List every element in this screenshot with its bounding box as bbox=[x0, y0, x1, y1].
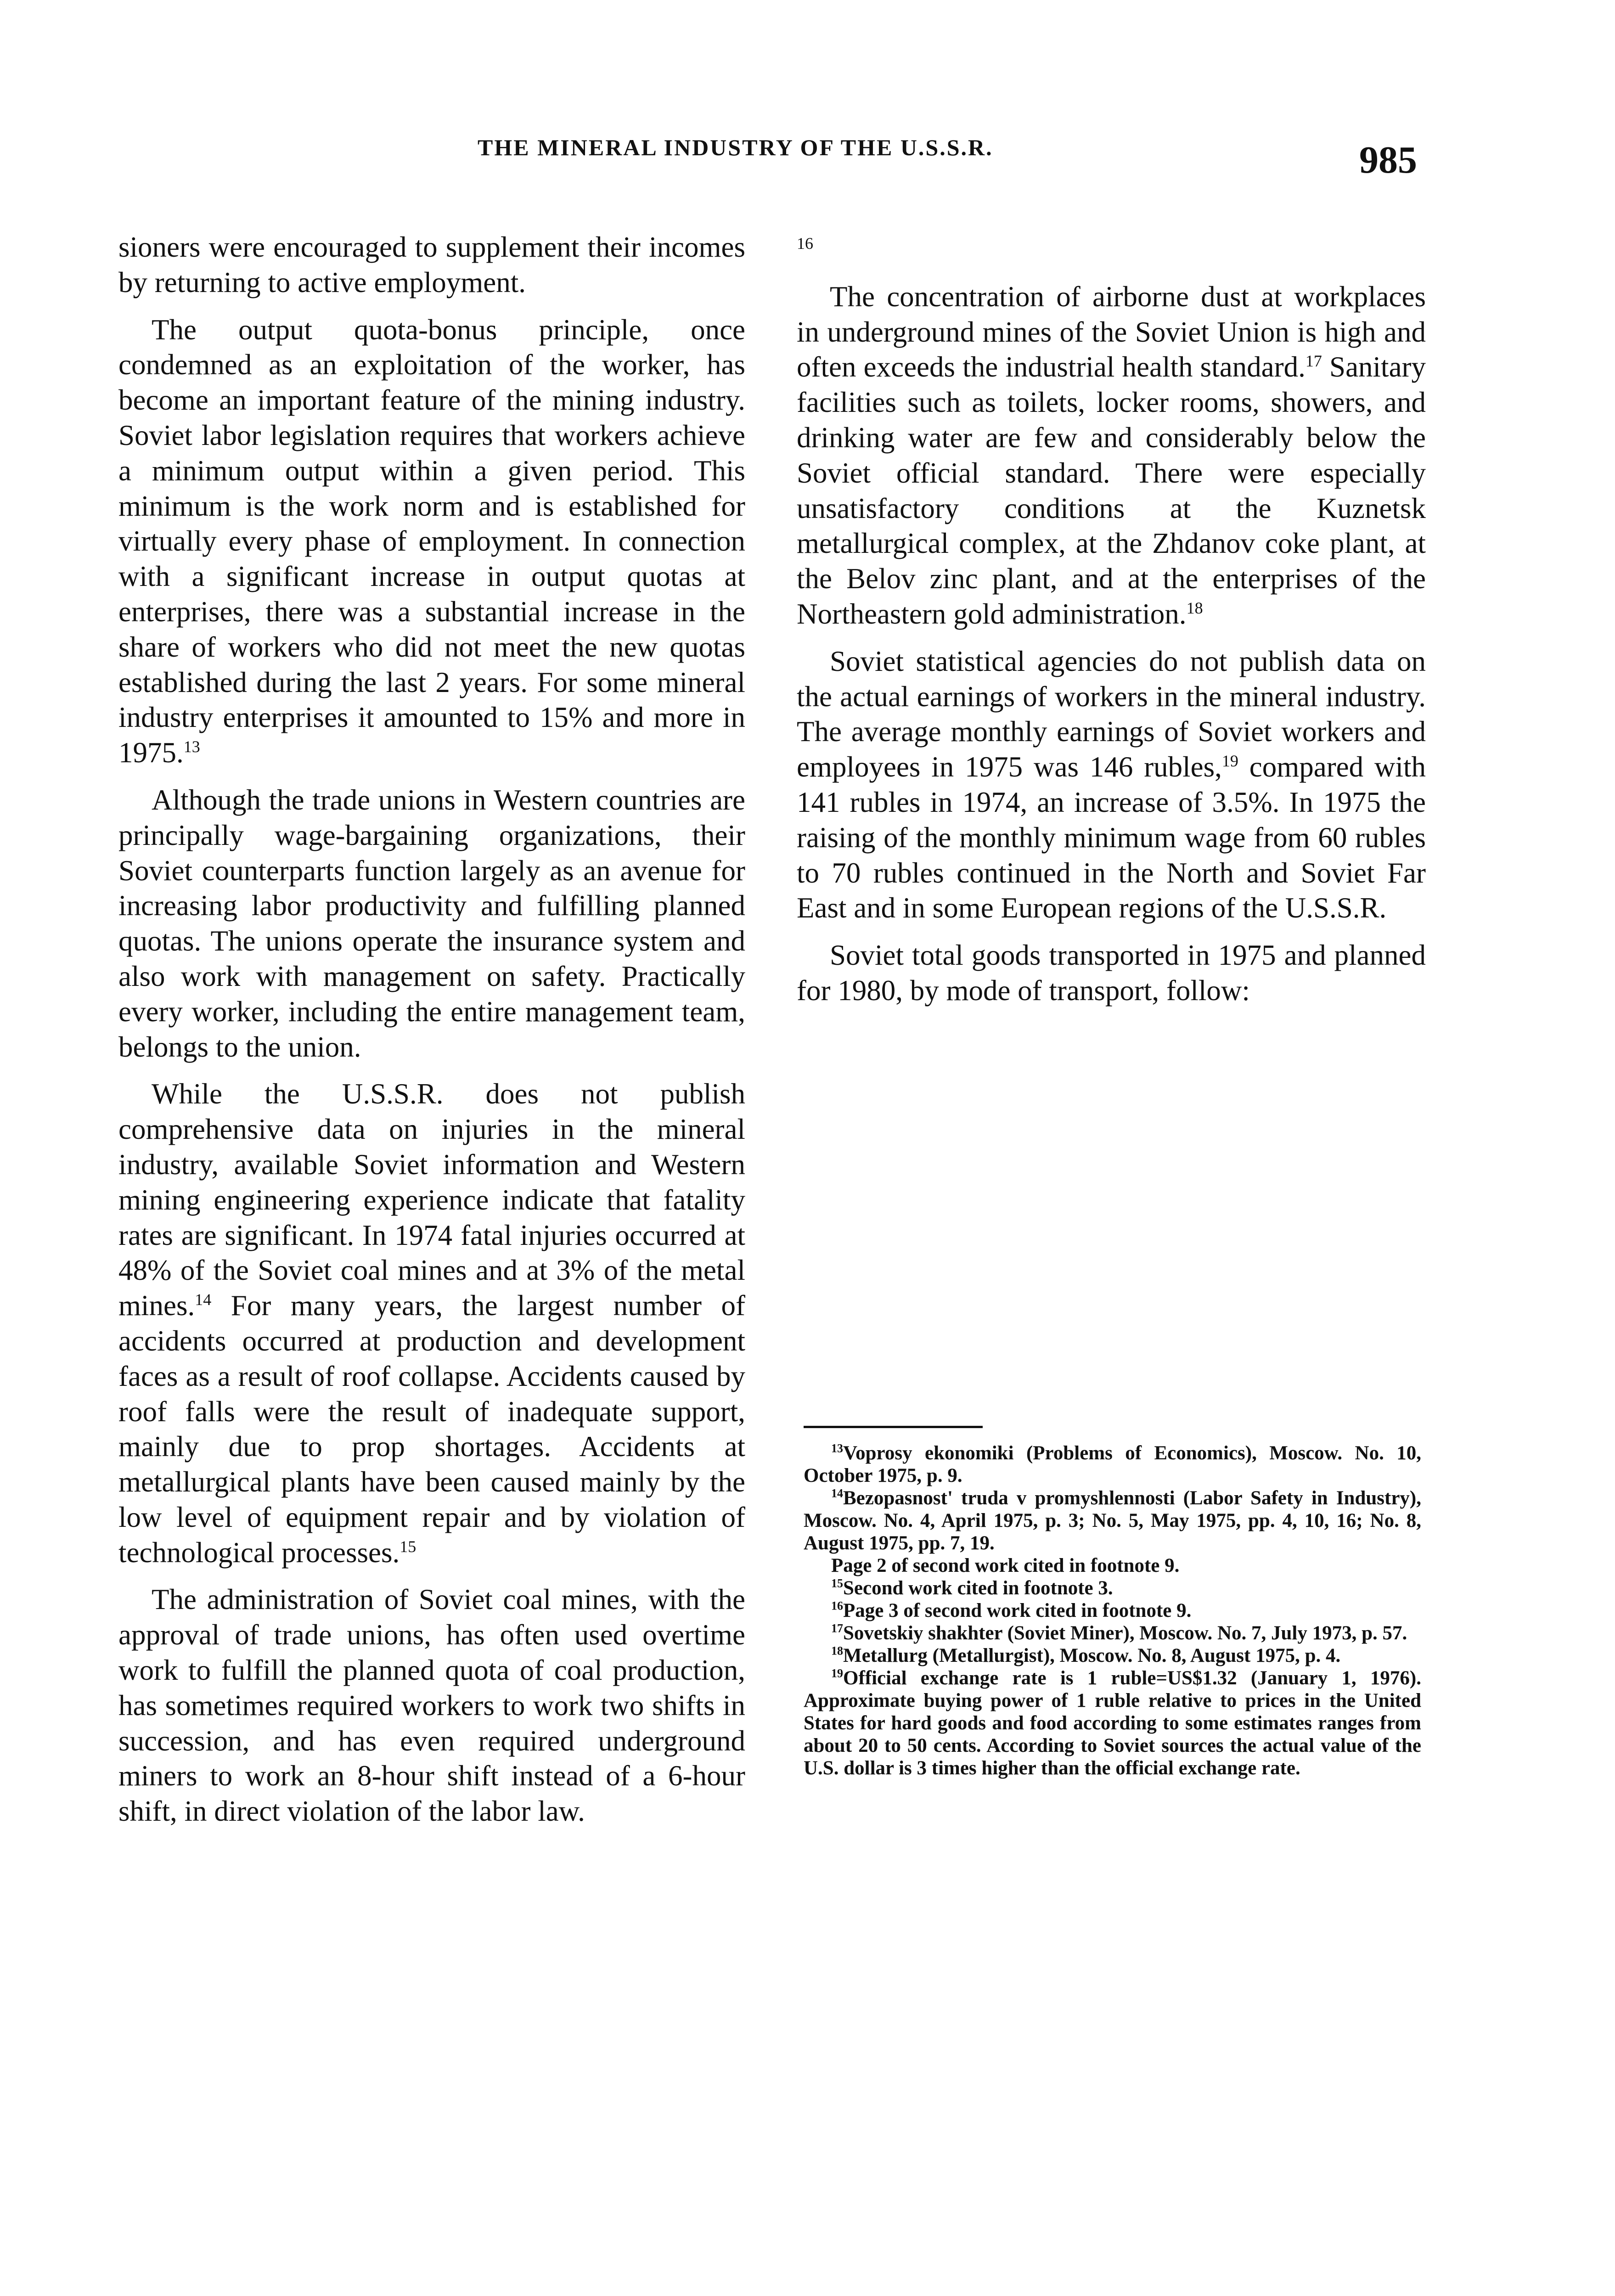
footnote bbox=[804, 1487, 1421, 1554]
footnote-text: Voprosy ekonomiki (Problems of Economics), Moscow. No. 10, October 1975, p. 9. bbox=[804, 1442, 1421, 1486]
footnote-text: Metallurg (Metallurgist), Moscow. No. 8, August 1975, p. 4. bbox=[843, 1645, 1341, 1666]
footnote-ref-14: 14 bbox=[195, 1290, 212, 1309]
footnote bbox=[804, 1442, 1421, 1487]
footnote-ref-18: 18 bbox=[1186, 598, 1203, 617]
paragraph-4-text-b: For many years, the largest number of accidents occurred at production and development faces as a result of roof collapse. Accidents caused by roof falls were the result of inadequate support, mainly due to prop shortages. Accidents at metallurgical plants have been caused mainly by the low level of equipment repair and by violation of technological processes. bbox=[118, 1289, 745, 1569]
paragraph-2 bbox=[118, 312, 745, 771]
paragraph-4-text-a: While the U.S.S.R. does not publish comprehensive data on injuries in the mineral industry, available Soviet information and Western mining engineering experience indicate that fatality rates are significant. In 1974 fatal injuries occurred at 48% of the Soviet coal mines and at 3% of the metal mines. bbox=[118, 1078, 745, 1322]
paragraph-5-continued bbox=[797, 232, 1426, 267]
footnote-text: Sovetskiy shakhter (Soviet Miner), Moscow. No. 7, July 1973, p. 57. bbox=[843, 1622, 1407, 1644]
paragraph-3: Although the trade unions in Western countries are principally wage-bargaining organizations, their Soviet counterparts function largely as an avenue for increasing labor productivity and fulfilling planned quotas. The unions operate the insurance system and also work with management on safety. Practically every worker, including the entire management team, belongs to the union. bbox=[118, 783, 745, 1063]
paragraph-7-text-a: Soviet statistical agencies do not publish data on the actual earnings of workers in the mineral industry. The average monthly earnings of Soviet workers and employees in 1975 was 146 rubles, bbox=[797, 645, 1426, 783]
footnote-number: 19 bbox=[831, 1666, 843, 1680]
left-column bbox=[118, 230, 745, 1841]
paragraph-7-text-b: compared with 141 rubles in 1974, an increase of 3.5%. In 1975 the raising of the monthly minimum wage from 60 rubles to 70 rubles continued in the North and Soviet Far East and in some European regions of the U.S.S.R. bbox=[797, 751, 1426, 924]
page-number: 985 bbox=[1359, 139, 1417, 181]
paragraph-2-text: The output quota-bonus principle, once condemned as an exploitation of the worker, has become an important feature of the mining industry. Soviet labor legislation requires that workers achieve a minimum output within a given period. This minimum is the work norm and is established for virtually every phase of employment. In connection with a significant increase in output quotas at enterprises, there was a substantial increase in the share of workers who did not meet the new quotas established during the last 2 years. For some mineral industry enterprises it amounted to 15% and more in 1975. bbox=[118, 313, 745, 769]
footnote-number: 13 bbox=[831, 1441, 843, 1455]
footnote-ref-13: 13 bbox=[183, 737, 200, 756]
footnote-text: Bezopasnost' truda v promyshlennosti (Labor Safety in Industry), Moscow. No. 4, April 1975, p. 3; No. 5, May 1975, pp. 4, 10, 16; No. 8, August 1975, pp. 7, 19. bbox=[804, 1487, 1421, 1554]
footnote-text: Page 3 of second work cited in footnote 9. bbox=[843, 1600, 1192, 1621]
paragraph-5-text: The administration of Soviet coal mines, with the approval of trade unions, has often used overtime work to fulfill the planned quota of coal production, has sometimes required workers to work two shifts in succession, and has even required underground miners to work an 8-hour shift instead of a 6-hour shift, in direct violation of the labor law. bbox=[118, 1583, 745, 1828]
paragraph-8: Soviet total goods transported in 1975 and planned for 1980, by mode of transport, follow: bbox=[797, 939, 1426, 1007]
paragraph-7 bbox=[797, 644, 1426, 926]
paragraph-4 bbox=[118, 1076, 745, 1570]
footnote bbox=[804, 1554, 1421, 1577]
paragraph-6-text-b: Sanitary facilities such as toilets, locker rooms, showers, and drinking water are few and considerably below the Soviet official standard. There were especially unsatisfactory conditions at the Kuznetsk metallurgical complex, at the Zhdanov coke plant, at the Belov zinc plant, and at the enterprises of the Northeastern gold administration. bbox=[797, 351, 1426, 630]
footnote bbox=[804, 1577, 1421, 1599]
footnotes bbox=[804, 1442, 1421, 1779]
footnote-ref-19: 19 bbox=[1221, 752, 1238, 771]
footnote-text: Second work cited in footnote 3. bbox=[843, 1577, 1113, 1599]
paragraph-6-text-a: The concentration of airborne dust at workplaces in underground mines of the Soviet Union is high and often exceeds the industrial health standard. bbox=[797, 280, 1426, 383]
right-column bbox=[797, 232, 1426, 1020]
footnote bbox=[804, 1622, 1421, 1644]
running-title: THE MINERAL INDUSTRY OF THE U.S.S.R. bbox=[478, 135, 993, 160]
paragraph-6 bbox=[797, 279, 1426, 632]
footnote-number: 14 bbox=[831, 1486, 843, 1500]
footnote-number: 18 bbox=[831, 1644, 843, 1658]
footnote-ref-15: 15 bbox=[400, 1537, 416, 1556]
footnote-number: 16 bbox=[831, 1599, 843, 1613]
footnote-number: 15 bbox=[831, 1576, 843, 1590]
footnote-text: Page 2 of second work cited in footnote 9. bbox=[831, 1555, 1180, 1576]
footnote-ref-16: 16 bbox=[797, 234, 813, 253]
footnote-text: Official exchange rate is 1 ruble=US$1.32 (January 1, 1976). Approximate buying power of 1 ruble relative to prices in the United States for hard goods and food according to some estimates ranges from about 20 to 50 cents. According to Soviet sources the actual value of the U.S. dollar is 3 times higher than the official exchange rate. bbox=[804, 1667, 1421, 1779]
paragraph-5 bbox=[118, 1582, 745, 1829]
paragraph-1: sioners were encouraged to supplement their incomes by returning to active employment. bbox=[118, 231, 745, 298]
footnote bbox=[804, 1667, 1421, 1779]
footnote-rule bbox=[804, 1426, 983, 1428]
footnote bbox=[804, 1644, 1421, 1667]
footnote-ref-17: 17 bbox=[1305, 352, 1322, 371]
footnote-number: 17 bbox=[831, 1621, 843, 1635]
footnote bbox=[804, 1599, 1421, 1622]
